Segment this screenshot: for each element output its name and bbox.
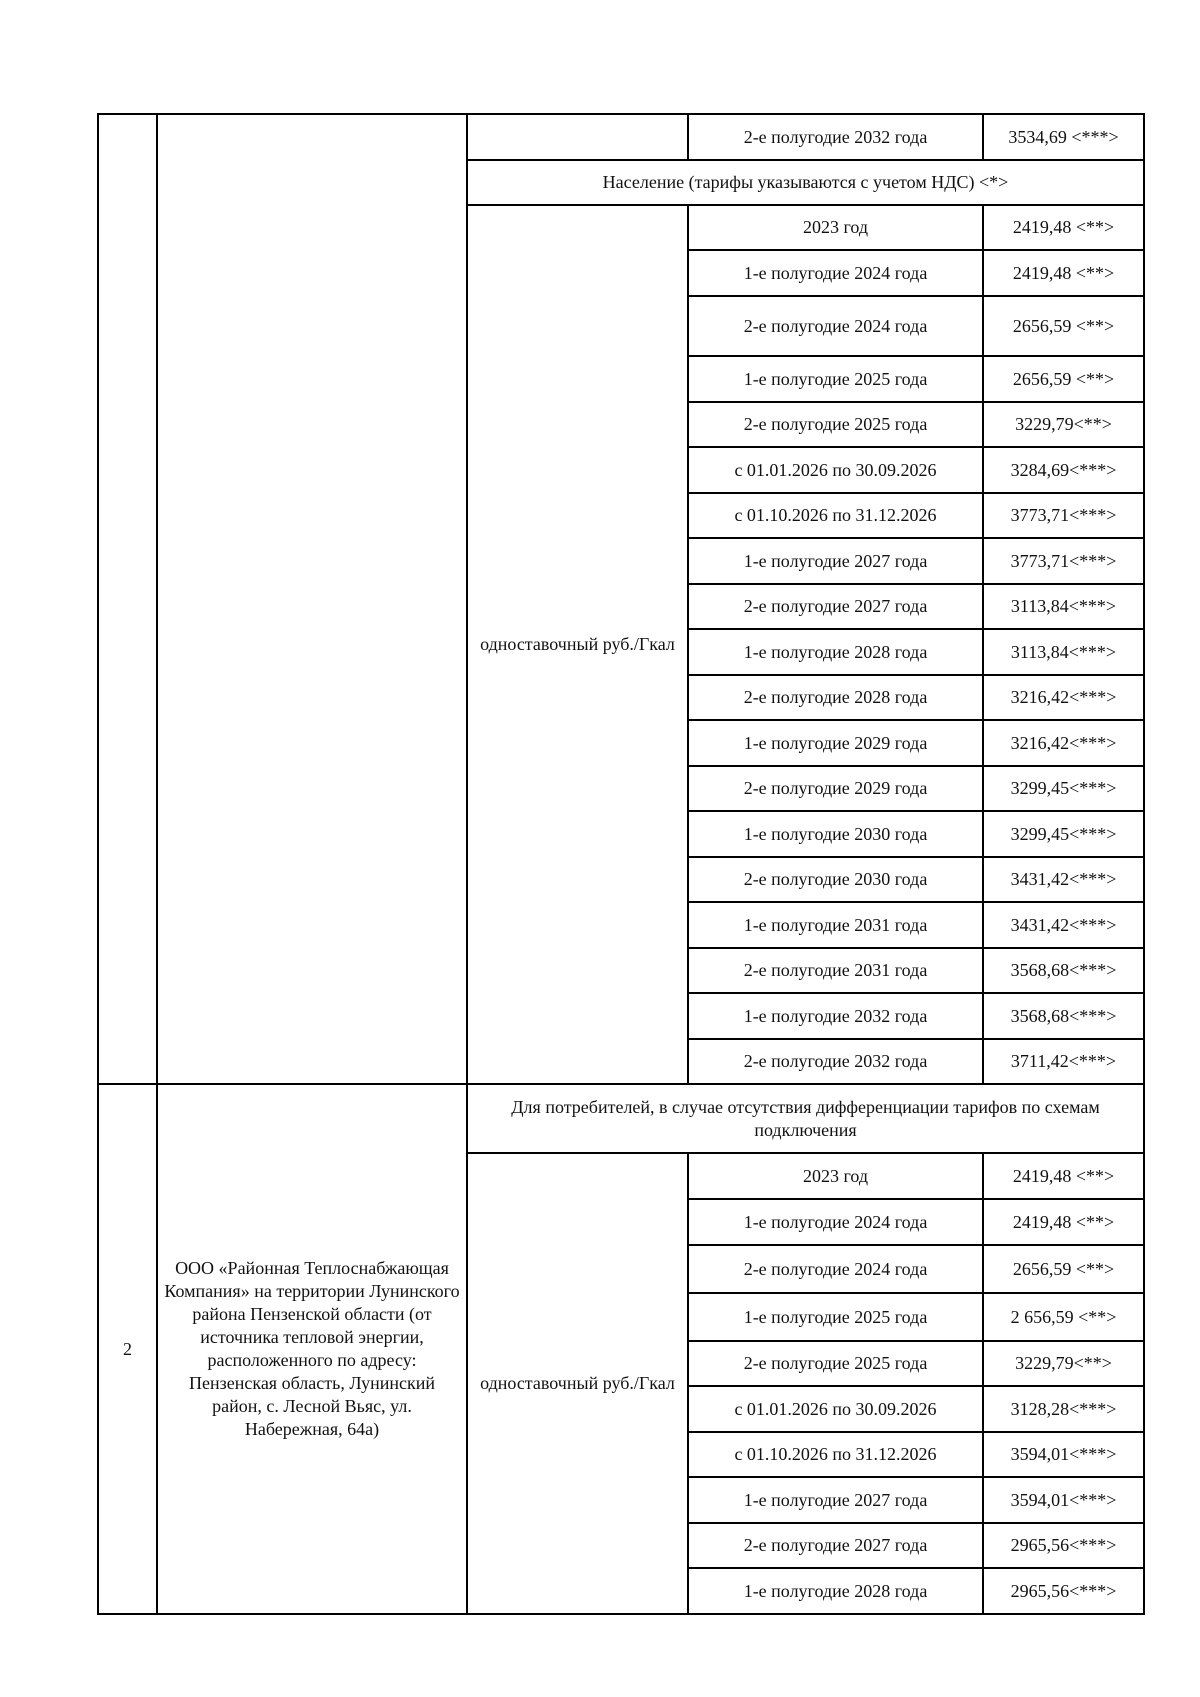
period-cell: 1-е полугодие 2025 года <box>688 356 983 402</box>
period-cell: с 01.10.2026 по 31.12.2026 <box>688 493 983 538</box>
period-cell: 2023 год <box>688 1153 983 1199</box>
period-cell: 2-е полугодие 2025 года <box>688 1341 983 1386</box>
tariff-value-cell: 3299,45<***> <box>983 811 1144 857</box>
period-cell: 2-е полугодие 2025 года <box>688 402 983 447</box>
period-cell: 1-е полугодие 2027 года <box>688 1477 983 1523</box>
period-cell: 1-е полугодие 2027 года <box>688 538 983 584</box>
tariff-value-cell: 2419,48 <**> <box>983 1153 1144 1199</box>
tariff-value-cell: 3773,71<***> <box>983 538 1144 584</box>
tariff-value-cell: 2419,48 <**> <box>983 250 1144 296</box>
tariff-value-cell: 3534,69 <***> <box>983 114 1144 160</box>
tariff-value-cell: 3568,68<***> <box>983 993 1144 1039</box>
tariff-value-cell: 3216,42<***> <box>983 675 1144 720</box>
rate-type-cell: одноставочный руб./Гкал <box>467 205 688 1084</box>
period-cell: 2-е полугодие 2032 года <box>688 114 983 160</box>
period-cell: 1-е полугодие 2028 года <box>688 1568 983 1614</box>
period-cell: 2-е полугодие 2031 года <box>688 948 983 993</box>
block1-body <box>98 114 1144 1084</box>
tariff-value-cell: 3711,42<***> <box>983 1039 1144 1084</box>
period-cell: 2-е полугодие 2028 года <box>688 675 983 720</box>
period-cell: 2-е полугодие 2030 года <box>688 857 983 902</box>
period-cell: 1-е полугодие 2031 года <box>688 902 983 948</box>
block2-body <box>98 1084 1144 1614</box>
tariff-value-cell: 3568,68<***> <box>983 948 1144 993</box>
period-cell: 2-е полугодие 2024 года <box>688 1245 983 1293</box>
rate-type-cell: одноставочный руб./Гкал <box>467 1153 688 1614</box>
period-cell: 2-е полугодие 2032 года <box>688 1039 983 1084</box>
period-cell: 1-е полугодие 2028 года <box>688 629 983 675</box>
organization-cell <box>157 114 467 1084</box>
period-cell: 1-е полугодие 2024 года <box>688 1199 983 1245</box>
row-number-cell <box>98 114 157 1084</box>
tariff-value-cell: 3773,71<***> <box>983 493 1144 538</box>
tariff-value-cell: 2965,56<***> <box>983 1523 1144 1568</box>
period-cell: 2-е полугодие 2029 года <box>688 766 983 811</box>
rate-type-cell-empty <box>467 114 688 160</box>
tariff-value-cell: 3431,42<***> <box>983 857 1144 902</box>
period-cell: с 01.01.2026 по 30.09.2026 <box>688 447 983 493</box>
period-cell: 1-е полугодие 2032 года <box>688 993 983 1039</box>
period-cell: с 01.01.2026 по 30.09.2026 <box>688 1386 983 1432</box>
tariff-value-cell: 3284,69<***> <box>983 447 1144 493</box>
tariff-value-cell: 3216,42<***> <box>983 720 1144 766</box>
period-cell: 1-е полугодие 2025 года <box>688 1293 983 1341</box>
table-row <box>98 114 1144 160</box>
period-cell: 1-е полугодие 2029 года <box>688 720 983 766</box>
period-cell: 2023 год <box>688 205 983 250</box>
section-header: Для потребителей, в случае отсутствия дифференциации тарифов по схемам подключения <box>467 1084 1144 1153</box>
period-cell: 2-е полугодие 2027 года <box>688 584 983 629</box>
tariff-table <box>97 113 1145 1615</box>
period-cell: с 01.10.2026 по 31.12.2026 <box>688 1432 983 1477</box>
tariff-value-cell: 3113,84<***> <box>983 584 1144 629</box>
tariff-value-cell: 3128,28<***> <box>983 1386 1144 1432</box>
section-header: Население (тарифы указываются с учетом НДС) <*> <box>467 160 1144 205</box>
tariff-value-cell: 3299,45<***> <box>983 766 1144 811</box>
tariff-value-cell: 2656,59 <**> <box>983 296 1144 356</box>
tariff-value-cell: 2 656,59 <**> <box>983 1293 1144 1341</box>
tariff-value-cell: 2419,48 <**> <box>983 205 1144 250</box>
row-number-cell: 2 <box>98 1084 157 1614</box>
tariff-value-cell: 3594,01<***> <box>983 1432 1144 1477</box>
organization-cell: ООО «Районная Теплоснабжающая Компания» на территории Лунинского района Пензенской области (от источника тепловой энергии, расположенного по адресу: Пензенская область, Лунинский район, с. Лесной Вьяс, ул. Набережная, 64а) <box>157 1084 467 1614</box>
tariff-value-cell: 3431,42<***> <box>983 902 1144 948</box>
tariff-value-cell: 2656,59 <**> <box>983 356 1144 402</box>
tariff-value-cell: 2965,56<***> <box>983 1568 1144 1614</box>
tariff-value-cell: 2419,48 <**> <box>983 1199 1144 1245</box>
tariff-value-cell: 3594,01<***> <box>983 1477 1144 1523</box>
tariff-value-cell: 3229,79<**> <box>983 1341 1144 1386</box>
tariff-value-cell: 3229,79<**> <box>983 402 1144 447</box>
tariff-value-cell: 2656,59 <**> <box>983 1245 1144 1293</box>
period-cell: 1-е полугодие 2024 года <box>688 250 983 296</box>
tariff-value-cell: 3113,84<***> <box>983 629 1144 675</box>
period-cell: 2-е полугодие 2027 года <box>688 1523 983 1568</box>
period-cell: 2-е полугодие 2024 года <box>688 296 983 356</box>
section-header-row <box>98 1084 1144 1153</box>
period-cell: 1-е полугодие 2030 года <box>688 811 983 857</box>
